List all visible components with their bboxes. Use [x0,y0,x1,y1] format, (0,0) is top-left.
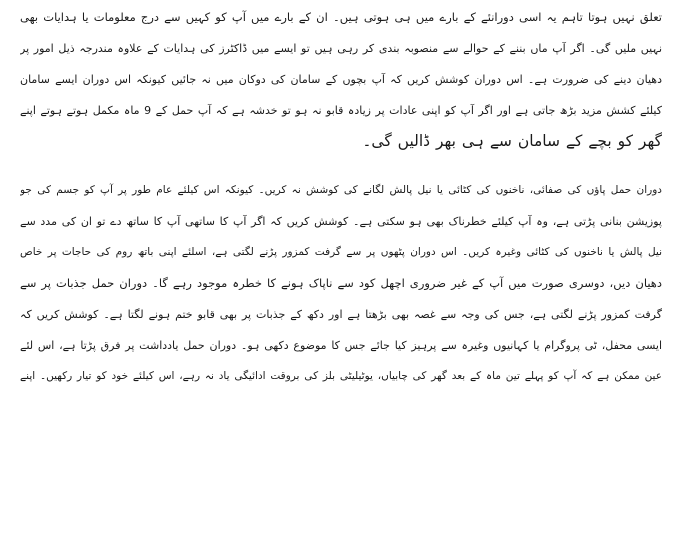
text-line: نیل پالش یا ناخنوں کی کٹائی وغیرہ کریں۔ اس دوران پٹھوں پر سے گرفت کمزور پڑنے لگتی ہے، اسلئے اپنی باتھ روم کی حاجات پر خاص [20,246,662,258]
text-line: گرفت کمزور پڑنے لگتی ہے، جس کی وجہ سے غصہ بھی بڑھتا ہے اور دکھ کے جذبات پر بھی قابو ختم ہونے لگتا ہے۔ کوشش کریں کہ [20,308,662,321]
text-line: دھیان دینے کی ضرورت ہے۔ اس دوران کوشش کریں کہ آپ بچوں کے سامان کی دوکان میں نہ جائیں کیونکہ اس دوران ایسے سامان [20,73,662,86]
text-line: ایسی محفل، ٹی پروگرام یا کہانیوں وغیرہ سے پرہیز کیا جائے جس کا موضوع دکھی ہو۔ دوران حمل یادداشت پر فرق پڑتا ہے، اس لئے [20,339,662,352]
paragraph-1 [20,2,662,157]
text-line: دھیان دیں، دوسری صورت میں آپ کے غیر ضروری اچھل کود سے ناپاک ہونے کا خطرہ موجود رہے گا۔ دوران حمل جذبات پر سے [20,276,662,290]
text-line: عین ممکن ہے کہ آپ کو پہلے تین ماہ کے بعد گھر کی چابیاں، یوٹیلیٹی بلز کی بروقت ادائیگی یاد نہ رہے، اس کیلئے خود کو تیار رکھیں۔ اپنے [20,370,662,382]
text-line: نہیں ملیں گی۔ اگر آپ ماں بننے کے حوالے سے منصوبہ بندی کر رہی ہیں تو ایسے میں ڈاکٹرز کی ہدایات کے علاوہ مندرجہ ذیل امور پر [20,42,662,55]
paragraph-2 [20,175,662,392]
text-line: دوران حمل پاؤں کی صفائی، ناخنوں کی کٹائی یا نیل پالش لگانے کی کوشش نہ کریں۔ کیونکہ اس کیلئے عام طور پر آپ کو جسم کی جو [20,184,662,196]
paragraph-spacer [20,157,662,175]
text-line: پوزیشن بنانی پڑتی ہے، وہ آپ کیلئے خطرناک بھی ہو سکتی ہے۔ کوشش کریں کہ اگر آپ کا ساتھی آپ کا ساتھ دے تو ان کی مدد سے [20,215,662,228]
text-line: تعلق نہیں ہوتا تاہم یہ اسی دورانئے کے بارے میں ہی ہوتی ہیں۔ ان کے بارے میں آپ کو کہیں سے درج معلومات یا ہدایات بھی [20,10,662,24]
text-line: گھر کو بچے کے سامان سے ہی بھر ڈالیں گی۔ [362,132,662,150]
text-line: کیلئے کشش مزید بڑھ جاتی ہے اور اگر آپ کو اپنی عادات پر زیادہ قابو نہ ہو تو خدشہ ہے کہ آپ حمل کے 9 ماہ مکمل ہوتے ہوتے اپنے [20,104,662,117]
